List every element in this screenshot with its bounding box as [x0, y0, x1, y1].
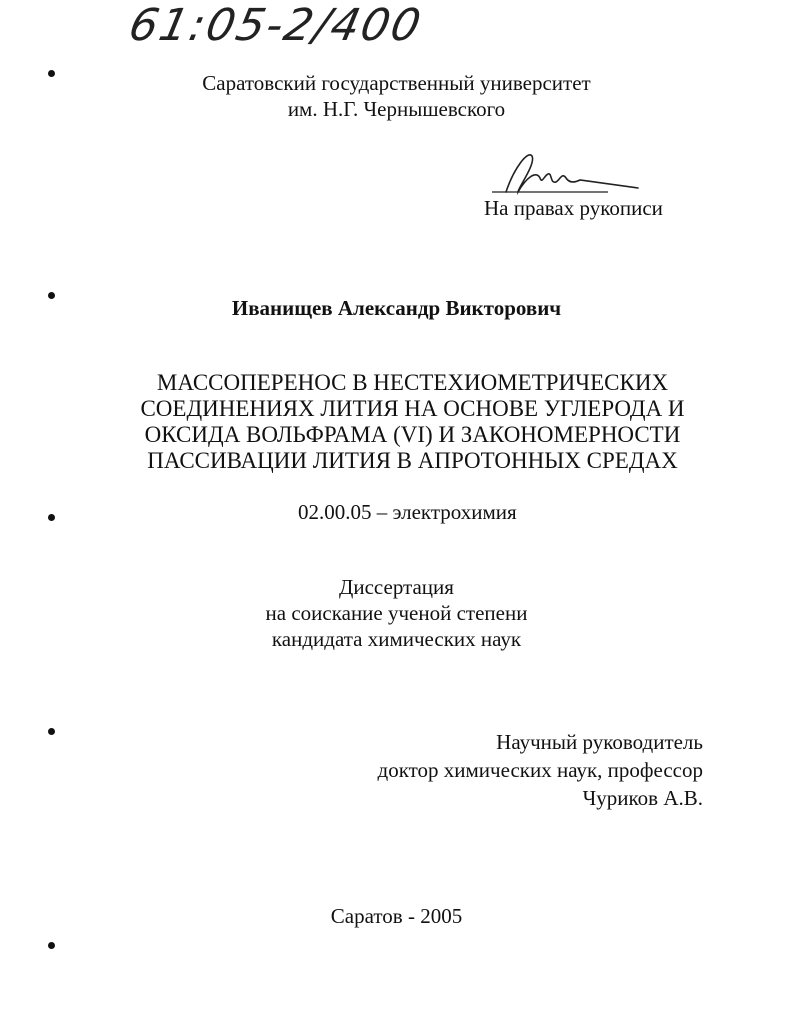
specialty-code: 02.00.05 – электрохимия: [298, 500, 517, 524]
city-year: Саратов - 2005: [330, 904, 463, 928]
margin-dot: [48, 942, 55, 949]
signature-graphic: [488, 148, 648, 198]
dissertation-title: [0, 370, 793, 474]
margin-dot: [48, 728, 55, 735]
degree-purpose: на соискание ученой степени: [265, 601, 528, 625]
university-named-after: им. Н.Г. Чернышевского: [287, 97, 506, 121]
archive-code: 61:05-2/400: [124, 0, 427, 51]
supervisor-role: Научный руководитель: [496, 730, 703, 754]
university-block: [0, 70, 793, 122]
title-line: МАССОПЕРЕНОС В НЕСТЕХИОМЕТРИЧЕСКИХ: [156, 370, 669, 395]
author-name: Иванищев Александр Викторович: [231, 296, 562, 320]
university-name: Саратовский государственный университет: [202, 71, 591, 95]
title-line: ОКСИДА ВОЛЬФРАМА (VI) И ЗАКОНОМЕРНОСТИ: [144, 422, 681, 447]
title-line: СОЕДИНЕНИЯХ ЛИТИЯ НА ОСНОВЕ УГЛЕРОДА И: [140, 396, 685, 421]
title-line: ПАССИВАЦИИ ЛИТИЯ В АПРОТОННЫХ СРЕДАХ: [147, 448, 678, 473]
supervisor-block: [378, 728, 703, 812]
supervisor-name: Чуриков А.В.: [582, 786, 703, 810]
manuscript-rights-note: На правах рукописи: [484, 196, 663, 220]
degree-block: [0, 574, 793, 652]
supervisor-credentials: доктор химических наук, профессор: [377, 758, 703, 782]
document-type: Диссертация: [339, 575, 454, 599]
degree-name: кандидата химических наук: [271, 627, 522, 651]
margin-dot: [48, 514, 55, 521]
